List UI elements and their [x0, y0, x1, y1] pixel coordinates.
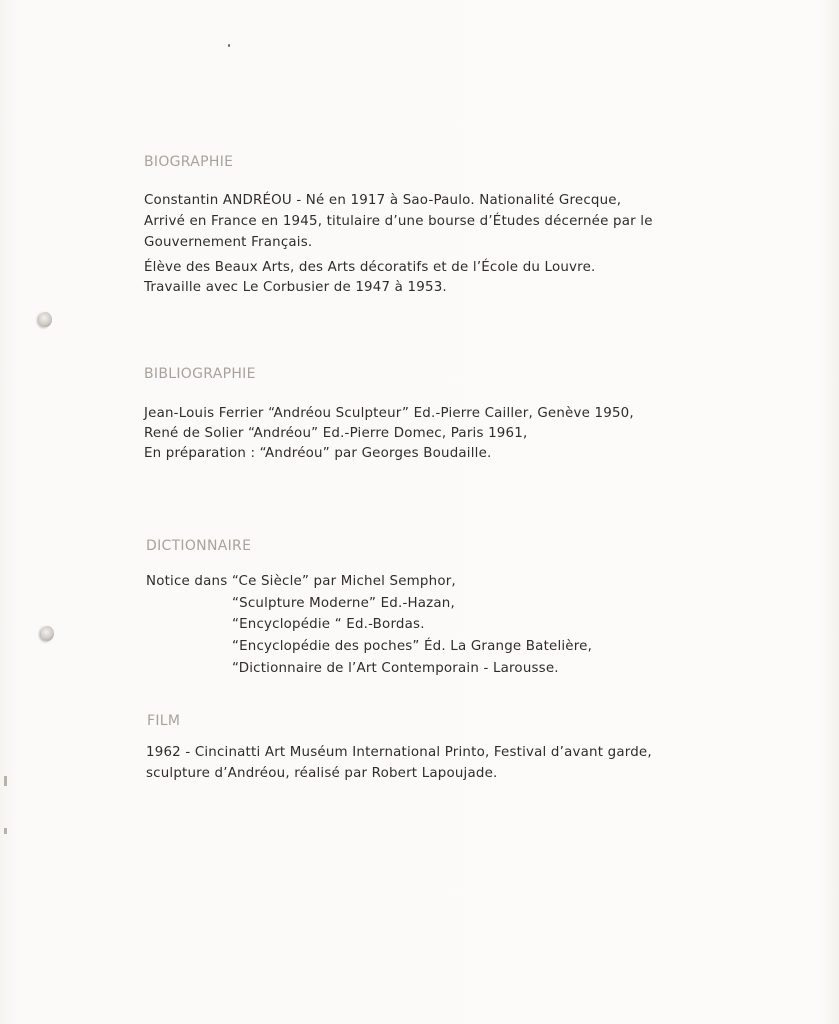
bibliographie-line-1: Jean-Louis Ferrier “Andréou Sculpteur” Ed.-Pierre Cailler, Genève 1950,	[144, 406, 634, 421]
biographie-line-5: Travaille avec Le Corbusier de 1947 à 1953.	[144, 280, 447, 295]
biographie-line-1: Constantin ANDRÉOU - Né en 1917 à Sao-Paulo. Nationalité Grecque,	[144, 193, 622, 208]
punch-hole-top	[39, 312, 52, 327]
section-heading-film: FILM	[147, 713, 181, 729]
dictionnaire-line-3: “Encyclopédie “ Ed.-Bordas.	[232, 617, 425, 632]
dictionnaire-line-4: “Encyclopédie des poches” Éd. La Grange Batelière,	[232, 639, 593, 654]
film-line-2: sculpture d’Andréou, réalisé par Robert Lapoujade.	[146, 766, 498, 781]
biographie-line-2: Arrivé en France en 1945, titulaire d’une bourse d’Études décernée par le	[144, 214, 653, 229]
page-edge-mark	[4, 776, 7, 786]
scan-speck	[228, 44, 230, 47]
dictionnaire-line-2: “Sculpture Moderne” Ed.-Hazan,	[232, 596, 455, 611]
bibliographie-line-2: René de Solier “Andréou” Ed.-Pierre Domec, Paris 1961,	[144, 426, 528, 441]
film-line-1: 1962 - Cincinatti Art Muséum International Printo, Festival d’avant garde,	[146, 745, 652, 760]
dictionnaire-line-5: “Dictionnaire de l’Art Contemporain - Larousse.	[232, 661, 559, 676]
page-edge-mark	[4, 828, 7, 834]
bibliographie-line-3: En préparation : “Andréou” par Georges Boudaille.	[144, 446, 492, 461]
section-heading-bibliographie: BIBLIOGRAPHIE	[144, 366, 256, 382]
biographie-line-4: Élève des Beaux Arts, des Arts décoratifs et de l’École du Louvre.	[144, 260, 596, 275]
section-heading-biographie: BIOGRAPHIE	[144, 154, 234, 170]
biographie-line-3: Gouvernement Français.	[144, 235, 313, 250]
punch-hole-bottom	[41, 626, 54, 641]
dictionnaire-line-1: Notice dans “Ce Siècle” par Michel Semphor,	[146, 574, 456, 589]
section-heading-dictionnaire: DICTIONNAIRE	[146, 538, 252, 554]
